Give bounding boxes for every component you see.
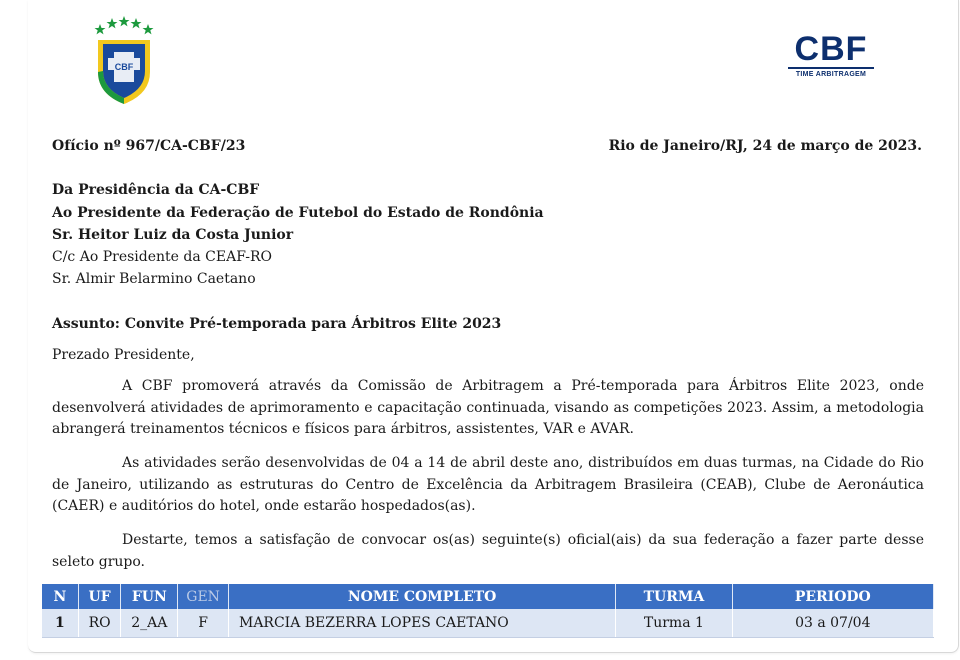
table-row (42, 609, 934, 638)
logo-word: CBF (794, 30, 868, 68)
col-header-n: N (42, 584, 78, 609)
letter-greeting: Prezado Presidente, (52, 347, 195, 363)
letter-subject: Assunto: Convite Pré-temporada para Árbitros Elite 2023 (52, 316, 502, 332)
letter-from: Da Presidência da CA-CBF (52, 182, 260, 198)
letter-to: Ao Presidente da Federação de Futebol do Estado de Rondônia (52, 205, 544, 221)
col-header-turma: TURMA (616, 584, 732, 609)
col-header-gen: GEN (178, 584, 229, 609)
col-header-uf: UF (78, 584, 121, 609)
document-page (28, 0, 959, 653)
cbf-crest-logo (92, 14, 156, 106)
cell-turma: Turma 1 (616, 609, 732, 638)
letter-paragraph-3: Destarte, temos a satisfação de convocar os(as) seguinte(s) oficial(ais) da sua federação a fazer parte desse seleto grupo. (52, 532, 924, 570)
letter-paragraph-1: A CBF promoverá através da Comissão de Arbitragem a Pré-temporada para Árbitros Elite 2023, onde desenvolverá atividades de aprimoramento e capacitação continuada, visando as competições 2023. Assim, a metodologia abrangerá treinamentos técnicos e físicos para árbitros, assistentes, VAR e AVAR. (52, 378, 924, 437)
cell-n: 1 (42, 609, 78, 638)
cbf-arbitragem-logo (788, 32, 874, 78)
col-header-nome: NOME COMPLETO (228, 584, 615, 609)
col-header-periodo: PERIODO (732, 584, 933, 609)
cell-nome: MARCIA BEZERRA LOPES CAETANO (228, 609, 615, 638)
svg-text:CBF: CBF (114, 62, 134, 72)
table-header-row (42, 584, 934, 609)
letter-recipient: Sr. Heitor Luiz da Costa Junior (52, 227, 294, 243)
cell-uf: RO (78, 609, 121, 638)
officials-table (42, 584, 934, 638)
letter-reference: Ofício nº 967/CA-CBF/23 (52, 138, 246, 154)
cell-gen: F (178, 609, 229, 638)
letter-paragraph-2: As atividades serão desenvolvidas de 04 a 14 de abril deste ano, distribuídos em duas turmas, na Cidade do Rio de Janeiro, utilizando as estruturas do Centro de Excelência da Arbitragem Brasileira (CEAB), Clube de Aeronáutica (CAER) e auditórios do hotel, onde estarão hospedados(as). (52, 455, 924, 514)
letter-cc-line: C/c Ao Presidente da CEAF-RO (52, 249, 273, 265)
letter-cc-name: Sr. Almir Belarmino Caetano (52, 271, 256, 287)
cell-periodo: 03 a 07/04 (732, 609, 933, 638)
cell-fun: 2_AA (121, 609, 178, 638)
letter-date: Rio de Janeiro/RJ, 24 de março de 2023. (608, 138, 922, 154)
logo-subtitle: TIME ARBITRAGEM (788, 67, 874, 78)
col-header-fun: FUN (121, 584, 178, 609)
